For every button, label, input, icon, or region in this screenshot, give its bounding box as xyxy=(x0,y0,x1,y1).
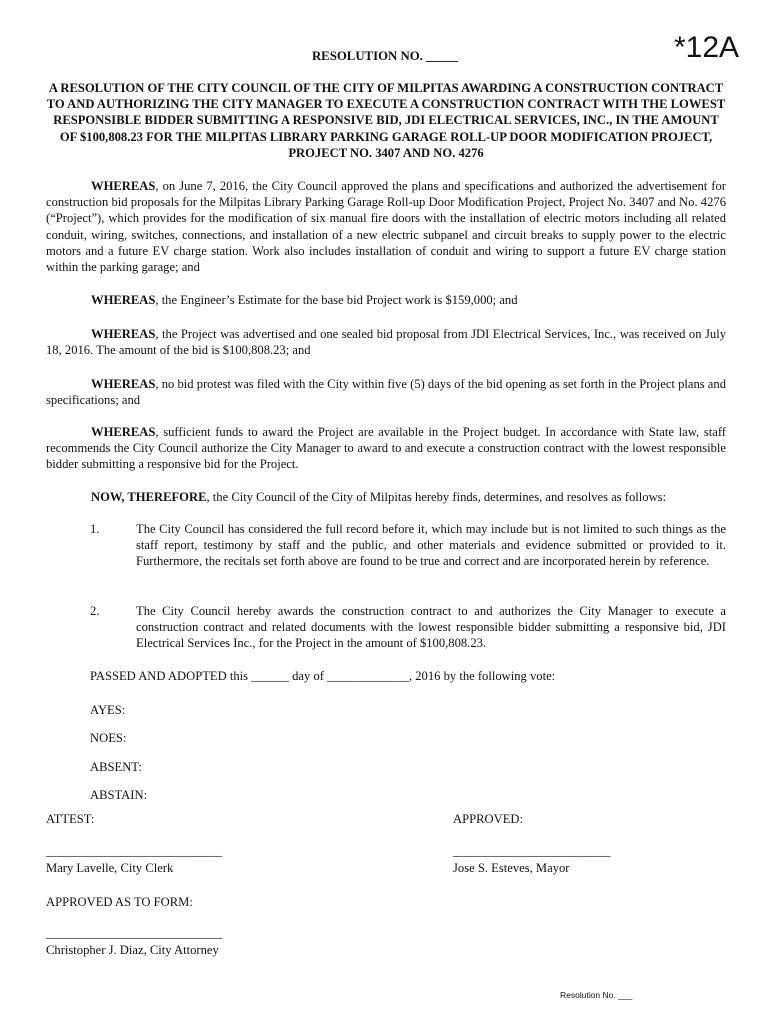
agenda-item-tag: *12A xyxy=(674,31,740,64)
recital-text: , the Engineer’s Estimate for the base bid Project work is $159,000; and xyxy=(155,293,518,307)
vote-noes: NOES: xyxy=(90,731,127,745)
recital-lead: WHEREAS xyxy=(91,377,156,391)
item-number: 2. xyxy=(90,604,100,618)
item-text: The City Council hereby awards the construction contract to and authorizes the City Manager to execute a construction contract and related documents with the lowest responsible bidder submitting a responsive bid, JDI Electrical Services Inc., for the Project in the amount of $100,808.23. xyxy=(136,604,726,651)
recital-lead: WHEREAS xyxy=(91,179,156,193)
attorney-name: Christopher J. Diaz, City Attorney xyxy=(46,943,219,957)
recital-lead: WHEREAS xyxy=(91,293,156,307)
mayor-name: Jose S. Esteves, Mayor xyxy=(453,861,570,875)
resolving-text: , the City Council of the City of Milpitas hereby finds, determines, and resolves as follows: xyxy=(206,490,667,504)
approved-label: APPROVED: xyxy=(453,812,523,826)
recital-5 xyxy=(46,424,726,473)
recital-lead: WHEREAS xyxy=(91,425,156,439)
recital-3 xyxy=(46,326,726,358)
recital-text: , sufficient funds to award the Project are available in the Project budget. In accordance with State law, staff recommends the City Council authorize the City Manager to award to and execute a construction contract with the lowest responsible bidder submitting a responsive bid for the Project. xyxy=(46,425,726,472)
vote-ayes: AYES: xyxy=(90,703,126,717)
resolving-lead: NOW, THEREFORE xyxy=(91,490,207,504)
mayor-signature-line: _________________________ xyxy=(453,844,611,858)
resolution-heading: A RESOLUTION OF THE CITY COUNCIL OF THE CITY OF MILPITAS AWARDING A CONSTRUCTION CONTRACT TO AND AUTHORIZING THE CITY MANAGER TO EXECUTE A CONSTRUCTION CONTRACT WITH THE LOWEST RESPONSIBLE BIDDER SUBMITTING A RESPONSIVE BID, JDI ELECTRICAL SERVICES, INC., IN THE AMOUNT OF $100,808.23 FOR THE MILPITAS LIBRARY PARKING GARAGE ROLL-UP DOOR MODIFICATION PROJECT, PROJECT NO. 3407 AND NO. 4276 xyxy=(46,81,726,160)
vote-abstain: ABSTAIN: xyxy=(90,788,148,802)
recital-4 xyxy=(46,376,726,408)
item-number: 1. xyxy=(90,522,100,536)
attest-label: ATTEST: xyxy=(46,812,95,826)
passed-and-adopted-line: PASSED AND ADOPTED this ______ day of _____________, 2016 by the following vote: xyxy=(90,669,556,683)
recital-2 xyxy=(46,292,726,308)
vote-absent: ABSENT: xyxy=(90,760,142,774)
clerk-signature-line: ____________________________ xyxy=(46,844,223,858)
item-text: The City Council has considered the full record before it, which may include but is not limited to such things as the staff report, testimony by staff and the public, and other materials and evidence submitted or provided to it. Furthermore, the recitals set forth above are found to be true and correct and are incorporated herein by reference. xyxy=(136,522,726,569)
resolution-number: RESOLUTION NO. _____ xyxy=(311,49,459,63)
approved-as-to-form-label: APPROVED AS TO FORM: xyxy=(46,895,193,909)
footer-resolution-number: Resolution No. ___ xyxy=(560,990,633,1000)
recital-1 xyxy=(46,178,726,275)
recital-lead: WHEREAS xyxy=(91,327,156,341)
recital-text: , no bid protest was filed with the City within five (5) days of the bid opening as set forth in the Project plans and specifications; and xyxy=(46,377,726,408)
clerk-name: Mary Lavelle, City Clerk xyxy=(46,861,174,875)
recital-text: , on June 7, 2016, the City Council approved the plans and specifications and authorized the advertisement for construction bid proposals for the Milpitas Library Parking Garage Roll-up Door Modification Project, Project No. 3407 and No. 4276 (“Project”), which provides for the modification of six manual fire doors with the installation of electric motors including all related conduit, wiring, switches, connections, and installation of a new electric subpanel and circuit breaks to supply power to the electric motors and a future EV charge station. Work also includes installation of conduit and wiring to support a future EV charge station within the parking garage; and xyxy=(46,179,726,275)
resolving-clause xyxy=(46,489,726,505)
attorney-signature-line: ____________________________ xyxy=(46,926,223,940)
recital-text: , the Project was advertised and one sealed bid proposal from JDI Electrical Services, Inc., was received on July 18, 2016. The amount of the bid is $100,808.23; and xyxy=(46,327,726,358)
